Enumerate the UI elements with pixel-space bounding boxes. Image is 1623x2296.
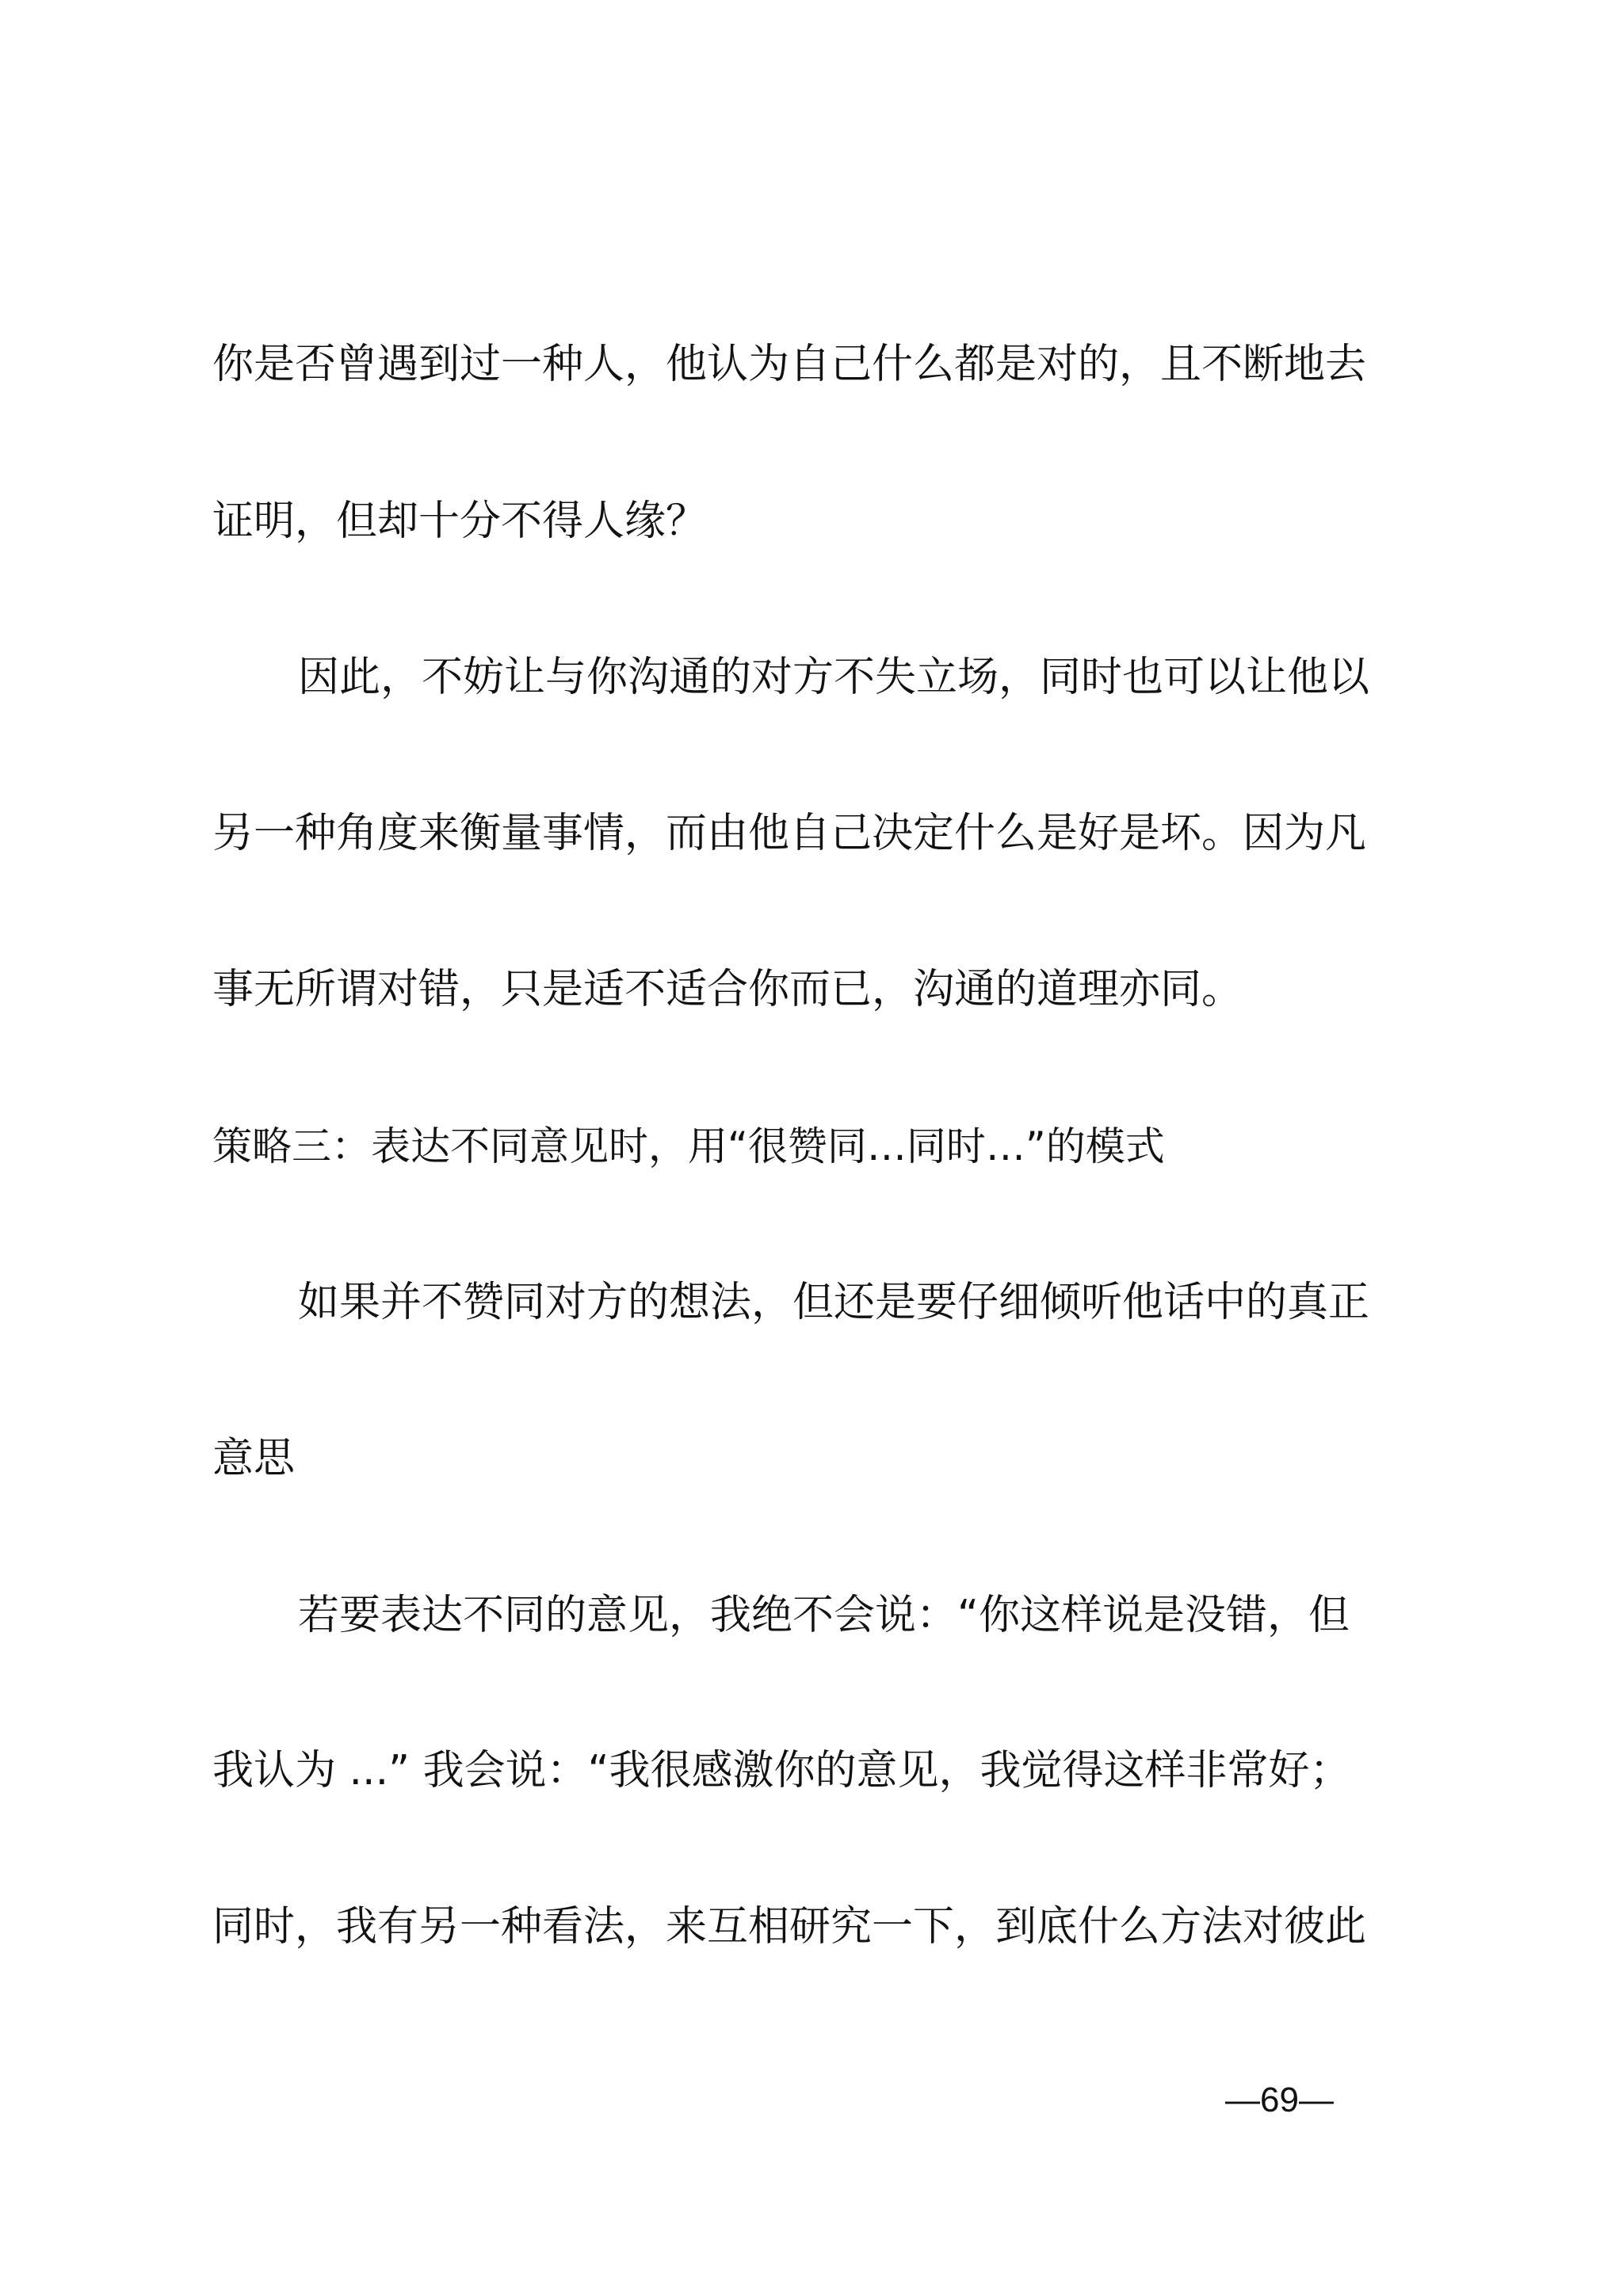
body-text-line-8: 若要表达不同的意见，我绝不会说：“你这样说是没错，但 xyxy=(298,1592,1350,1639)
body-text-line-10: 同时，我有另一种看法，来互相研究一下，到底什么方法对彼此 xyxy=(212,1903,1367,1951)
page-number: —69— xyxy=(1225,2081,1334,2119)
body-text-line-6: 如果并不赞同对方的想法，但还是要仔细倾听他话中的真正 xyxy=(298,1279,1370,1326)
body-text-line-7: 意思 xyxy=(212,1435,296,1482)
body-text-line-1: 你是否曾遇到过一种人，他认为自己什么都是对的，且不断地去 xyxy=(212,341,1367,388)
body-text-line-4: 另一种角度来衡量事情，而由他自己决定什么是好是坏。因为凡 xyxy=(212,810,1367,857)
section-heading: 策略三：表达不同意见时，用“很赞同…同时…”的模式 xyxy=(212,1123,1165,1169)
body-text-line-2: 证明，但却十分不得人缘？ xyxy=(212,498,708,545)
body-text-line-5: 事无所谓对错，只是适不适合你而已，沟通的道理亦同。 xyxy=(212,966,1243,1013)
body-text-line-9: 我认为 ...” 我会说：“我很感激你的意见，我觉得这样非常好； xyxy=(212,1747,1351,1794)
body-text-line-3: 因此，不妨让与你沟通的对方不失立场，同时也可以让他以 xyxy=(298,654,1370,701)
